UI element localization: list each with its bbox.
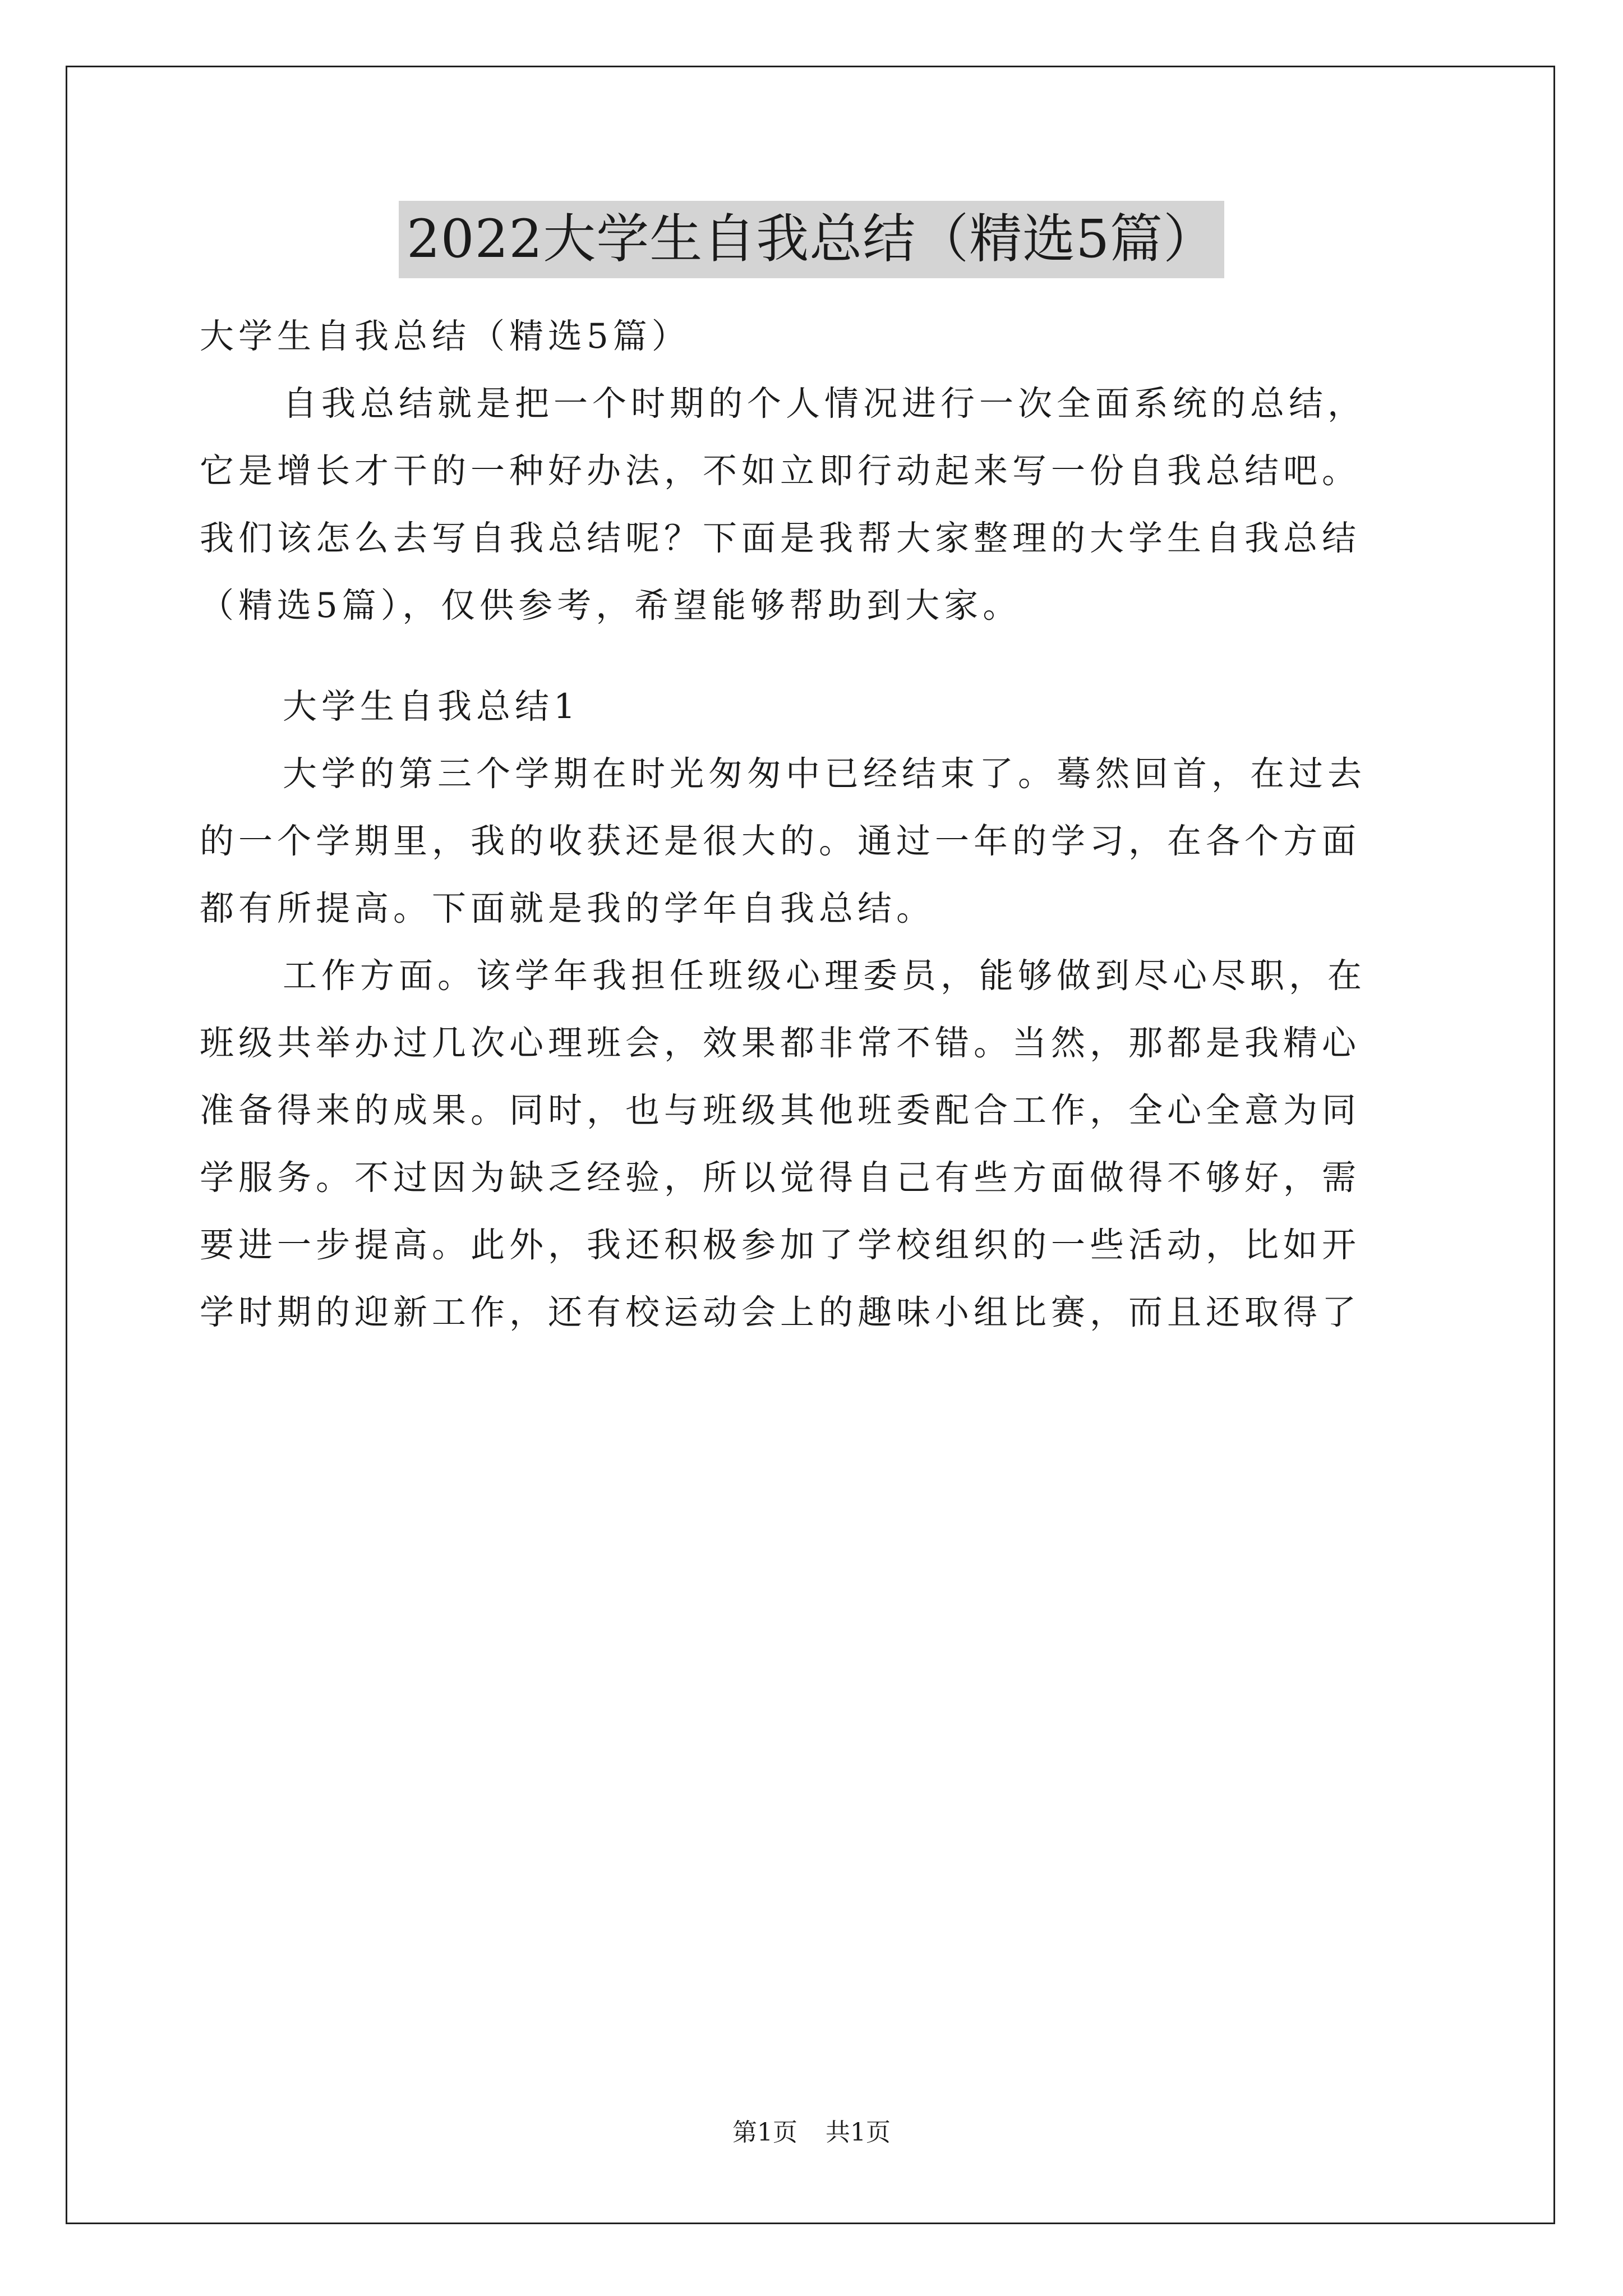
- paragraph-line: 要进一步提高。此外，我还积极参加了学校组织的一些活动，比如开: [200, 1225, 1361, 1265]
- paragraph-line: 大学的第三个学期在时光匆匆中已经结束了。蓦然回首，在过去: [283, 754, 1367, 794]
- paragraph-line: 学服务。不过因为缺乏经验，所以觉得自己有些方面做得不够好，需: [200, 1158, 1361, 1198]
- page-total: 共1页: [826, 2118, 891, 2147]
- paragraph-line: 的一个学期里，我的收获还是很大的。通过一年的学习，在各个方面: [200, 821, 1361, 861]
- paragraph-line: 准备得来的成果。同时，也与班级其他班委配合工作，全心全意为同: [200, 1091, 1361, 1130]
- subtitle: 大学生自我总结（精选5篇）: [200, 316, 690, 356]
- paragraph-1: [200, 740, 1428, 942]
- intro-line: （精选5篇），仅供参考，希望能够帮助到大家。: [200, 586, 1022, 625]
- intro-line: 我们该怎么去写自我总结呢？下面是我帮大家整理的大学生自我总结: [200, 518, 1361, 558]
- page-number: 第1页: [732, 2118, 797, 2147]
- document-body: [200, 303, 1428, 1346]
- title-container: [0, 201, 1623, 278]
- paragraph-line: 都有所提高。下面就是我的学年自我总结。: [200, 889, 935, 928]
- intro-line: 自我总结就是把一个时期的个人情况进行一次全面系统的总结，: [283, 384, 1367, 424]
- intro-line: 它是增长才干的一种好办法，不如立即行动起来写一份自我总结吧。: [200, 451, 1361, 491]
- page-footer: [0, 2112, 1623, 2148]
- paragraph-2: [200, 942, 1428, 1346]
- paragraph-line: 班级共举办过几次心理班会，效果都非常不错。当然，那都是我精心: [200, 1023, 1361, 1063]
- paragraph-line: 工作方面。该学年我担任班级心理委员，能够做到尽心尽职，在: [283, 956, 1367, 996]
- document-title[interactable]: 2022大学生自我总结（精选5篇）: [399, 201, 1224, 278]
- intro-paragraph: [200, 370, 1428, 639]
- section-heading: 大学生自我总结1: [283, 687, 580, 726]
- paragraph-line: 学时期的迎新工作，还有校运动会上的趣味小组比赛，而且还取得了: [200, 1292, 1361, 1332]
- paragraph-gap: [200, 639, 1428, 673]
